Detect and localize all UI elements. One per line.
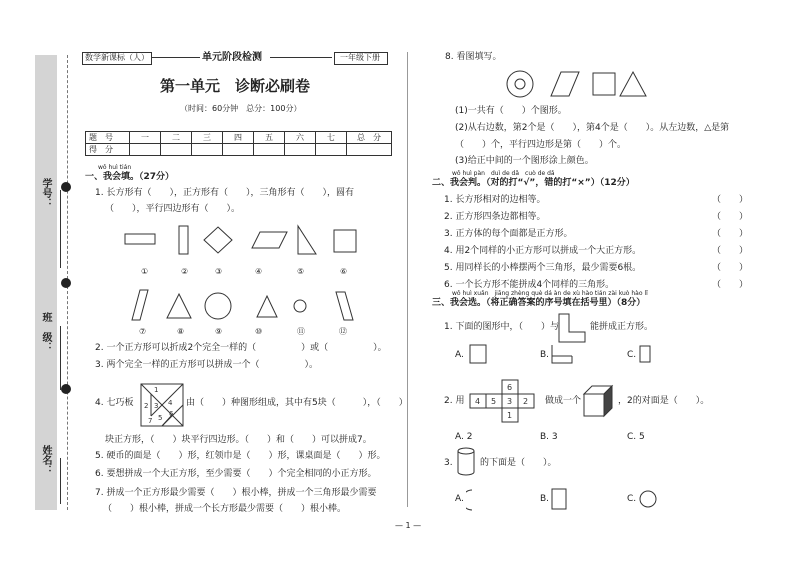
q1-line2: （ ），平行四边形有（ ）。: [105, 204, 241, 214]
shape-6-square: [334, 230, 356, 252]
shape-8-triangle: [167, 294, 191, 318]
svg-text:3: 3: [507, 397, 513, 406]
name-label: 姓名：: [40, 445, 51, 475]
q3: 3. 两个完全一样的正方形可以拼成一个（ ）。: [95, 360, 318, 370]
l-shape-figure: [557, 312, 587, 344]
shape-2-rectangle: [179, 226, 188, 254]
section1-heading: 一、我会填。（27分）: [85, 172, 175, 182]
page-number: — 1 —: [395, 521, 422, 530]
svg-text:6: 6: [507, 383, 513, 392]
tangram-figure: [140, 383, 184, 427]
header-right-tag: 一年级下册: [340, 53, 380, 62]
q5: 5. 硬币的面是（ ）形，红领巾是（ ）形，课桌面是（ ）形。: [95, 451, 386, 461]
number-label: 学号：: [40, 178, 51, 208]
punch-hole-icon: [61, 384, 71, 394]
section3-heading: 三、我会选。（将正确答案的序号填在括号里）（8分）: [432, 298, 646, 308]
header-left-tag: 数学新课标（人）: [85, 53, 149, 62]
q7-line1: 7. 拼成一个正方形最少需要（ ）根小棒，拼成一个三角形最少需要: [95, 488, 377, 498]
q8-heading: 8. 看图填写。: [445, 52, 502, 62]
score-table: 题 号 一 二 三 四 五 六 七 总 分 得 分: [85, 131, 392, 156]
header-center-title: 单元阶段检测: [202, 52, 262, 63]
q4-line1-a: 4. 七巧板: [95, 398, 134, 408]
column-divider: [407, 52, 408, 507]
svg-text:1: 1: [154, 386, 159, 394]
shape-11-circle: [294, 300, 306, 312]
svg-text:1: 1: [507, 411, 513, 420]
exam-info: （时间：60分钟 总分：100分）: [180, 104, 302, 113]
punch-hole-icon: [61, 182, 71, 192]
shape-12-parallelogram: [336, 292, 353, 320]
q1-line1: 1. 长方形有（ ），正方形有（ ），三角形有（ ），圆有: [95, 188, 354, 198]
svg-text:4: 4: [168, 399, 173, 407]
q7-line2: （ ）根小棒，拼成一个长方形最少需要（ ）根小棒。: [103, 504, 347, 514]
shape-7-parallelogram: [132, 290, 148, 320]
answer-paren[interactable]: （ ）: [712, 280, 749, 290]
svg-text:6: 6: [169, 410, 174, 418]
q2: 2. 一个正方形可以折成2个完全一样的（ ）或（ ）。: [95, 343, 387, 353]
answer-paren[interactable]: （ ）: [712, 246, 749, 256]
cube-net-figure: [468, 378, 540, 426]
answer-paren[interactable]: （ ）: [712, 195, 749, 205]
shapes-figure: [115, 222, 385, 340]
svg-text:3: 3: [154, 402, 159, 410]
q4-line1-b: 由（ ）种图形组成，其中有5块（ ），（ ）: [186, 398, 408, 408]
class-label: 班 级：: [40, 312, 51, 352]
svg-text:5: 5: [158, 414, 163, 422]
svg-text:2: 2: [523, 397, 529, 406]
cube-figure: [582, 384, 618, 418]
q6: 6. 要想拼成一个大正方形，至少需要（ ）个完全相同的小正方形。: [95, 469, 377, 479]
q1-option-shapes: [468, 342, 698, 366]
svg-text:5: 5: [491, 397, 497, 406]
q4-line2: 块正方形，（ ）块平行四边形。（ ）和（ ）可以拼成7。: [105, 435, 372, 445]
svg-text:4: 4: [475, 397, 481, 406]
svg-text:7: 7: [148, 417, 153, 425]
section2-heading: 二、我会判。（对的打“√”，错的打“×”）（12分）: [432, 178, 635, 188]
shape-10-triangle: [257, 296, 277, 317]
shape-3-diamond: [204, 227, 232, 253]
answer-paren[interactable]: （ ）: [712, 229, 749, 239]
answer-paren[interactable]: （ ）: [712, 263, 749, 273]
shape-1-rectangle: [125, 234, 155, 244]
cylinder-figure: [455, 446, 477, 478]
shape-9-circle: [205, 293, 231, 319]
q8-shapes: [505, 68, 665, 100]
answer-paren[interactable]: （ ）: [712, 212, 749, 222]
page-title: 第一单元 诊断必刷卷: [160, 77, 311, 95]
punch-hole-icon: [61, 278, 71, 288]
svg-text:2: 2: [144, 402, 149, 410]
binding-strip: [35, 55, 57, 510]
shape-4-parallelogram: [252, 232, 287, 248]
shape-5-triangle: [298, 226, 316, 254]
q3-option-shapes: [466, 486, 666, 514]
